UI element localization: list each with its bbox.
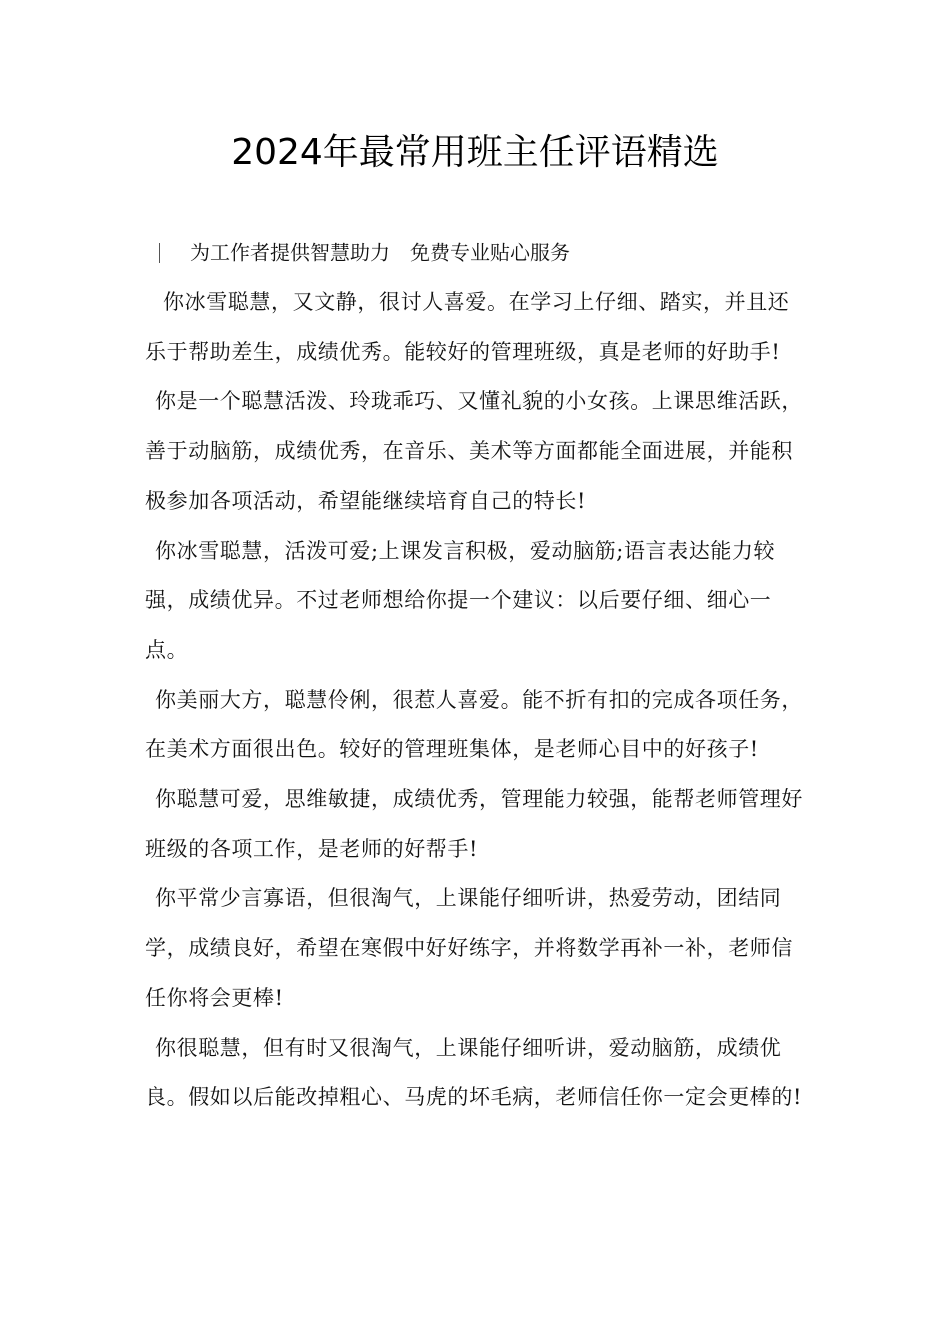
subtitle: 为工作者提供智慧助力 免费专业贴心服务 bbox=[190, 240, 570, 265]
subtitle-row bbox=[145, 236, 570, 266]
paragraph: 你美丽大方，聪慧伶俐，很惹人喜爱。能不折有扣的完成各项任务，在美术方面很出色。较好的管理班集体，是老师心目中的好孩子! bbox=[145, 687, 803, 762]
paragraph: 你冰雪聪慧，又文静，很讨人喜爱。在学习上仔细、踏实，并且还乐于帮助差生，成绩优秀。能较好的管理班级，真是老师的好助手! bbox=[145, 290, 790, 364]
document-body bbox=[145, 278, 810, 1123]
paragraph: 你是一个聪慧活泼、玲珑乖巧、又懂礼貌的小女孩。上课思维活跃，善于动脑筋，成绩优秀，在音乐、美术等方面都能全面进展，并能积极参加各项活动，希望能继续培育自己的特长! bbox=[145, 389, 803, 513]
paragraph: 你很聪慧，但有时又很淘气，上课能仔细听讲，爱动脑筋，成绩优良。假如以后能改掉粗心、马虎的坏毛病，老师信任你一定会更棒的! bbox=[145, 1035, 803, 1110]
paragraph: 你平常少言寡语，但很淘气，上课能仔细听讲，热爱劳动，团结同学，成绩良好，希望在寒假中好好练字，并将数学再补一补，老师信任你将会更棒! bbox=[145, 886, 793, 1010]
paragraph: 你聪慧可爱，思维敏捷，成绩优秀，管理能力较强，能帮老师管理好班级的各项工作，是老师的好帮手! bbox=[145, 787, 803, 861]
paragraph: 你冰雪聪慧，活泼可爱;上课发言积极，爱动脑筋;语言表达能力较强，成绩优异。不过老师想给你提一个建议：以后要仔细、细心一点。 bbox=[145, 538, 776, 662]
vertical-bar-divider bbox=[159, 243, 160, 263]
page-title: 2024年最常用班主任评语精选 bbox=[231, 132, 719, 173]
